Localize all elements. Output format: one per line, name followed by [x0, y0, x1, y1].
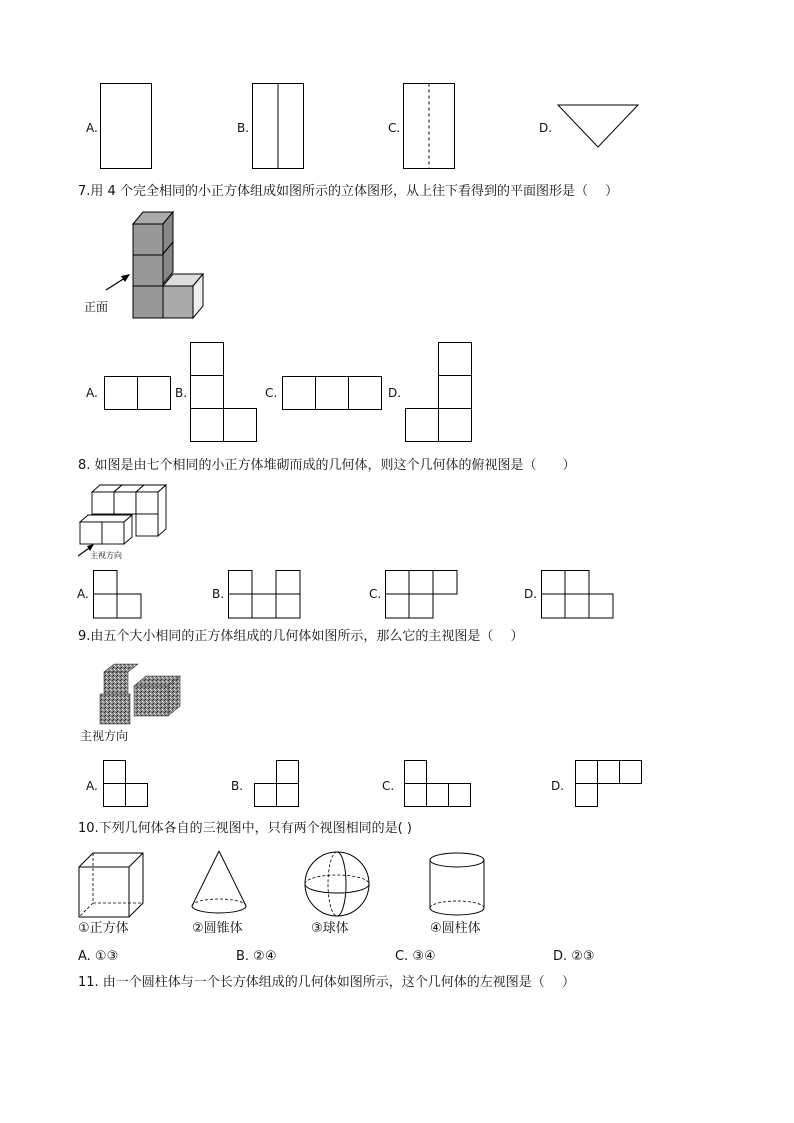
- q6-option-c-label[interactable]: C.: [388, 121, 401, 135]
- q9-option-b-label[interactable]: B.: [231, 779, 244, 793]
- q7-option-d-figure: [405, 342, 473, 443]
- q7-option-b-figure: [190, 342, 258, 443]
- q9-option-d-figure: [575, 760, 643, 808]
- q7-option-b-label[interactable]: B.: [175, 386, 188, 400]
- q10-option-b[interactable]: B. ②④: [236, 949, 277, 964]
- q6-option-c-figure: [403, 83, 455, 169]
- q10-option-d[interactable]: D. ②③: [553, 949, 595, 964]
- q10-text: 10.下列几何体各自的三视图中，只有两个视图相同的是( ): [78, 821, 412, 836]
- q9-option-b-figure: [254, 760, 300, 808]
- q7-option-c-label[interactable]: C.: [265, 386, 278, 400]
- cube-label: ①正方体: [78, 921, 129, 936]
- sphere-label: ③球体: [311, 921, 349, 936]
- cylinder-solid-figure: [428, 852, 486, 918]
- q8-option-b-figure: [228, 570, 301, 619]
- q8-option-d-label[interactable]: D.: [524, 587, 538, 601]
- q6-option-a-label[interactable]: A.: [86, 121, 98, 135]
- q8-text: 8. 如图是由七个相同的小正方体堆砌而成的几何体，则这个几何体的俯视图是（ ）: [78, 458, 576, 473]
- q7-solid-figure: [100, 210, 212, 322]
- q8-option-c-figure: [385, 570, 458, 619]
- q7-option-d-label[interactable]: D.: [388, 386, 402, 400]
- q9-option-a-label[interactable]: A.: [86, 779, 98, 793]
- q6-option-a-figure: [100, 83, 152, 169]
- cube-solid-figure: [78, 852, 144, 918]
- q6-option-b-label[interactable]: B.: [237, 121, 250, 135]
- q6-option-b-figure: [252, 83, 304, 169]
- q7-option-a-figure: [104, 376, 172, 410]
- q6-option-d-figure: [557, 103, 639, 149]
- q9-option-a-figure: [103, 760, 149, 808]
- q7-text: 7.用 4 个完全相同的小正方体组成如图所示的立体图形，从上往下看得到的平面图形是（ ）: [78, 184, 619, 199]
- q11-text: 11. 由一个圆柱体与一个长方体组成的几何体如图所示，这个几何体的左视图是（ ）: [78, 975, 575, 990]
- q8-option-c-label[interactable]: C.: [369, 587, 382, 601]
- q8-option-b-label[interactable]: B.: [212, 587, 225, 601]
- q7-option-c-figure: [282, 376, 383, 410]
- q9-option-c-figure: [404, 760, 472, 808]
- q9-solid-figure: [96, 664, 186, 726]
- cone-label: ②圆锥体: [192, 921, 243, 936]
- cylinder-label: ④圆柱体: [430, 921, 481, 936]
- q8-option-a-label[interactable]: A.: [77, 587, 89, 601]
- q9-option-c-label[interactable]: C.: [382, 779, 395, 793]
- q8-option-d-figure: [541, 570, 614, 619]
- q8-option-a-figure: [93, 570, 142, 619]
- q10-option-c[interactable]: C. ③④: [395, 949, 436, 964]
- q9-view-label: 主视方向: [80, 729, 129, 743]
- q8-view-label: 主视方向: [90, 551, 122, 560]
- q7-option-a-label[interactable]: A.: [86, 386, 98, 400]
- q9-text: 9.由五个大小相同的正方体组成的几何体如图所示，那么它的主视图是（ ）: [78, 629, 524, 644]
- q9-option-d-label[interactable]: D.: [551, 779, 565, 793]
- q7-front-label: 正面: [84, 300, 109, 314]
- q6-option-d-label[interactable]: D.: [539, 121, 553, 135]
- cone-solid-figure: [190, 850, 248, 916]
- q10-option-a[interactable]: A. ①③: [78, 949, 119, 964]
- q8-solid-figure: [76, 482, 176, 558]
- sphere-solid-figure: [303, 850, 371, 918]
